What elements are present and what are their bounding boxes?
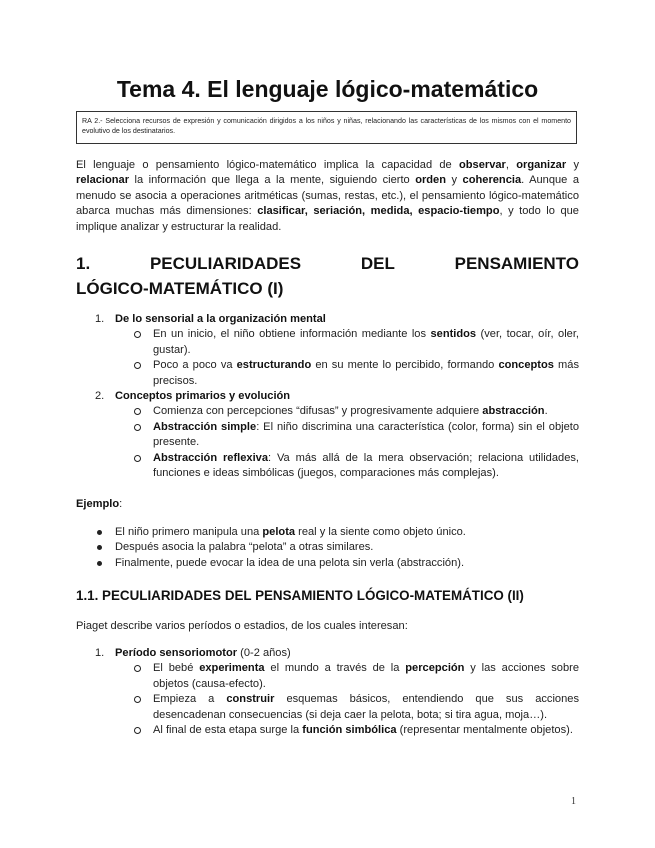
page-title: Tema 4. El lenguaje lógico-matemático <box>116 76 539 102</box>
section-1-1-heading: 1.1. PECULIARIDADES DEL PENSAMIENTO LÓGICO-MATEMÁTICO (II) <box>76 588 524 603</box>
list-item: Abstracción reflexiva: Va más allá de la mera observación; relaciona utilidades, funciones e ideas simbólicas (juegos, comparaciones más complejas). <box>115 451 579 482</box>
list-item: Comienza con percepciones “difusas” y progresivamente adquiere abstracción. <box>115 404 579 419</box>
section-1-heading: 1. PECULIARIDADES DEL PENSAMIENTO LÓGICO-MATEMÁTICO (I) <box>76 254 579 298</box>
piaget-paragraph: Piaget describe varios períodos o estadios, de los cuales interesan: <box>76 620 408 632</box>
list-item: En un inicio, el niño obtiene información mediante los sentidos (ver, tocar, oír, oler, gustar). <box>115 327 579 358</box>
learning-outcome-box: RA 2.- Selecciona recursos de expresión y comunicación dirigidos a los niños y niñas, relacionando las características de los mismos con el momento evolutivo de los destinatarios. <box>76 111 577 144</box>
list-item: Después asocia la palabra “pelota” a otras similares. <box>76 540 579 555</box>
list-item: 2. Conceptos primarios y evolución Comienza con percepciones “difusas” y progresivamente adquiere abstracción. Abstracción simple: El niño discrimina una característica (color, forma) sin el objeto presente. Abstracción reflexiva: Va más allá de la mera observación; relaciona utilidades, funciones e ideas simbólicas (juegos, comparaciones más complejas). <box>76 389 579 481</box>
list-item: El bebé experimenta el mundo a través de la percepción y las acciones sobre objetos (causa-efecto). <box>115 661 579 692</box>
list-item: Abstracción simple: El niño discrimina una característica (color, forma) sin el objeto presente. <box>115 420 579 451</box>
example-list <box>76 525 579 571</box>
list-item: Empieza a construir esquemas básicos, entendiendo que sus acciones desencadenan consecuencias (si deja caer la pelota, bota; si tira agua, moja…). <box>115 692 579 723</box>
list-item: Finalmente, puede evocar la idea de una pelota sin verla (abstracción). <box>76 556 579 571</box>
section-1-1-list <box>76 646 579 738</box>
list-item: 1. De lo sensorial a la organización mental En un inicio, el niño obtiene información mediante los sentidos (ver, tocar, oír, oler, gustar). Poco a poco va estructurando en su mente lo percibido, formando conceptos más precisos. <box>76 312 579 389</box>
example-label: Ejemplo: <box>76 498 123 510</box>
intro-paragraph: El lenguaje o pensamiento lógico-matemático implica la capacidad de observar, organizar y relacionar la información que llega a la mente, siguiendo cierto orden y coherencia. Aunque a menudo se asocia a operaciones aritméticas (sumas, restas, etc.), el pensamiento lógico-matemático abarca muchas más dimensiones: clasificar, seriación, medida, espacio-tiempo, y todo lo que implique analizar y estructurar la realidad. <box>76 159 579 233</box>
list-item: Al final de esta etapa surge la función simbólica (representar mentalmente objetos). <box>115 723 579 738</box>
section-1-list <box>76 312 579 481</box>
list-item: Poco a poco va estructurando en su mente lo percibido, formando conceptos más precisos. <box>115 358 579 389</box>
list-item: 1. Período sensoriomotor (0-2 años) El bebé experimenta el mundo a través de la percepción y las acciones sobre objetos (causa-efecto). Empieza a construir esquemas básicos, entendiendo que sus acciones desencadenan consecuencias (si deja caer la pelota, bota; si tira agua, moja…). Al final de esta etapa surge la función simbólica (representar mentalmente objetos). <box>76 646 579 738</box>
page-number: 1 <box>571 796 576 807</box>
list-item: El niño primero manipula una pelota real y la siente como objeto único. <box>76 525 579 540</box>
